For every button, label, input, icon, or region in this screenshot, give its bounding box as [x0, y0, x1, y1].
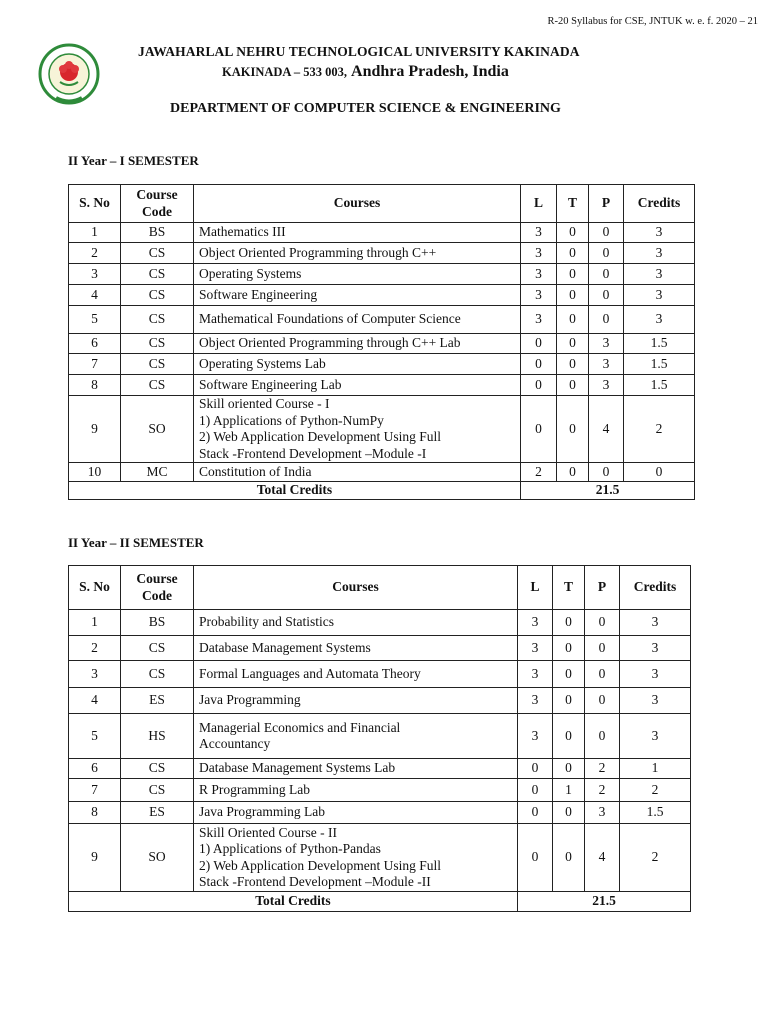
cell-course — [194, 354, 521, 375]
cell-course — [194, 334, 521, 354]
cell-p: 0 — [589, 264, 624, 285]
cell-l: 0 — [521, 375, 557, 396]
col-courses: Courses — [194, 185, 521, 223]
cell-sno: 5 — [69, 306, 121, 334]
cell-course — [194, 824, 518, 892]
table-row — [69, 264, 695, 285]
table-row — [69, 243, 695, 264]
course-line: Software Engineering — [199, 286, 318, 302]
course-line: Mathematical Foundations of Computer Science — [199, 311, 461, 327]
cell-course — [194, 396, 521, 463]
cell-t: 0 — [553, 759, 585, 779]
cell-credits: 3 — [624, 243, 695, 264]
department-title: DEPARTMENT OF COMPUTER SCIENCE & ENGINEERING — [170, 101, 561, 116]
cell-credits: 1.5 — [624, 375, 695, 396]
cell-credits: 0 — [624, 463, 695, 482]
cell-t: 0 — [557, 243, 589, 264]
course-line: Operating Systems — [199, 265, 302, 281]
table-row — [69, 802, 691, 824]
table-row — [69, 824, 691, 892]
cell-course-code: HS — [121, 714, 194, 759]
cell-credits: 3 — [620, 714, 691, 759]
semester1-table — [68, 184, 695, 500]
university-name: JAWAHARLAL NEHRU TECHNOLOGICAL UNIVERSITY KAKINADA — [138, 44, 580, 59]
cell-course — [194, 223, 521, 243]
course-line: Database Management Systems Lab — [199, 760, 396, 776]
cell-credits: 3 — [620, 688, 691, 714]
cell-t: 0 — [557, 306, 589, 334]
cell-t: 0 — [553, 688, 585, 714]
cell-course-code: CS — [121, 375, 194, 396]
cell-sno: 9 — [69, 824, 121, 892]
cell-credits: 2 — [620, 779, 691, 802]
table-row — [69, 688, 691, 714]
cell-p: 0 — [589, 306, 624, 334]
cell-course — [194, 610, 518, 636]
cell-credits: 3 — [624, 223, 695, 243]
col-course-code: Course Code — [121, 185, 194, 223]
col-sno: S. No — [69, 185, 121, 223]
table-row — [69, 759, 691, 779]
cell-p: 3 — [589, 334, 624, 354]
cell-l: 0 — [518, 759, 553, 779]
cell-course-code: CS — [121, 354, 194, 375]
cell-sno: 3 — [69, 661, 121, 688]
cell-course — [194, 375, 521, 396]
cell-t: 1 — [553, 779, 585, 802]
cell-course-code: ES — [121, 802, 194, 824]
cell-credits: 3 — [620, 610, 691, 636]
course-line: Stack -Frontend Development –Module -I — [199, 445, 427, 461]
cell-course — [194, 243, 521, 264]
cell-p: 3 — [585, 802, 620, 824]
semester1-rows — [69, 223, 695, 482]
cell-t: 0 — [553, 661, 585, 688]
cell-sno: 2 — [69, 243, 121, 264]
cell-course — [194, 802, 518, 824]
cell-l: 3 — [518, 688, 553, 714]
cell-sno: 1 — [69, 223, 121, 243]
table-row — [69, 223, 695, 243]
col-l: L — [518, 566, 553, 610]
cell-p: 2 — [585, 779, 620, 802]
table-header-row — [69, 566, 691, 610]
col-p: P — [589, 185, 624, 223]
cell-p: 0 — [585, 610, 620, 636]
cell-course-code: CS — [121, 334, 194, 354]
cell-l: 0 — [521, 354, 557, 375]
cell-p: 4 — [585, 824, 620, 892]
course-line: Formal Languages and Automata Theory — [199, 665, 421, 681]
cell-t: 0 — [557, 375, 589, 396]
cell-course-code: CS — [121, 264, 194, 285]
cell-course-code: SO — [121, 824, 194, 892]
cell-sno: 4 — [69, 688, 121, 714]
table-row — [69, 779, 691, 802]
cell-t: 0 — [553, 610, 585, 636]
table-row — [69, 610, 691, 636]
cell-t: 0 — [553, 824, 585, 892]
total-credits-label: Total Credits — [69, 482, 521, 500]
course-line: Database Management Systems — [199, 639, 371, 655]
cell-course — [194, 264, 521, 285]
semester2-table — [68, 565, 691, 912]
cell-sno: 2 — [69, 636, 121, 661]
cell-t: 0 — [553, 714, 585, 759]
cell-l: 0 — [518, 824, 553, 892]
table-row — [69, 396, 695, 463]
cell-credits: 2 — [624, 396, 695, 463]
cell-t: 0 — [553, 802, 585, 824]
cell-sno: 4 — [69, 285, 121, 306]
table-row — [69, 285, 695, 306]
cell-l: 3 — [518, 714, 553, 759]
cell-p: 0 — [589, 463, 624, 482]
course-line: R Programming Lab — [199, 781, 310, 797]
university-address — [222, 63, 509, 81]
course-line: Java Programming Lab — [199, 804, 325, 820]
cell-credits: 3 — [624, 285, 695, 306]
cell-sno: 1 — [69, 610, 121, 636]
col-t: T — [557, 185, 589, 223]
cell-credits: 2 — [620, 824, 691, 892]
course-line: 1) Applications of Python-Pandas — [199, 841, 381, 856]
cell-course-code: SO — [121, 396, 194, 463]
course-line: Mathematics III — [199, 224, 286, 240]
cell-sno: 6 — [69, 759, 121, 779]
cell-l: 3 — [518, 661, 553, 688]
table-row — [69, 661, 691, 688]
col-credits: Credits — [624, 185, 695, 223]
cell-p: 0 — [589, 285, 624, 306]
table-row — [69, 375, 695, 396]
cell-l: 0 — [518, 802, 553, 824]
total-row — [69, 482, 695, 500]
cell-l: 3 — [521, 264, 557, 285]
cell-credits: 3 — [620, 661, 691, 688]
cell-l: 2 — [521, 463, 557, 482]
cell-course — [194, 285, 521, 306]
cell-l: 3 — [518, 610, 553, 636]
cell-course — [194, 714, 518, 759]
col-course-code: Course Code — [121, 566, 194, 610]
total-row — [69, 892, 691, 912]
cell-p: 0 — [585, 714, 620, 759]
cell-t: 0 — [557, 285, 589, 306]
course-line: Operating Systems Lab — [199, 355, 326, 371]
cell-l: 0 — [521, 334, 557, 354]
cell-t: 0 — [557, 463, 589, 482]
cell-l: 3 — [521, 285, 557, 306]
cell-l: 3 — [518, 636, 553, 661]
cell-course — [194, 306, 521, 334]
cell-course-code: CS — [121, 636, 194, 661]
cell-t: 0 — [557, 334, 589, 354]
university-logo — [38, 42, 100, 108]
course-line: Skill Oriented Course - II — [199, 824, 337, 840]
total-credits-label: Total Credits — [69, 892, 518, 912]
semester2-title: II Year – II SEMESTER — [68, 535, 204, 550]
cell-course-code: CS — [121, 661, 194, 688]
course-line: Stack -Frontend Development –Module -II — [199, 874, 431, 889]
cell-sno: 5 — [69, 714, 121, 759]
table-row — [69, 354, 695, 375]
cell-course — [194, 636, 518, 661]
cell-t: 0 — [557, 264, 589, 285]
cell-course-code: CS — [121, 779, 194, 802]
cell-course-code: CS — [121, 285, 194, 306]
cell-course — [194, 661, 518, 688]
table-header-row — [69, 185, 695, 223]
col-t: T — [553, 566, 585, 610]
cell-course — [194, 759, 518, 779]
table-row — [69, 636, 691, 661]
table-row — [69, 306, 695, 334]
course-line: 1) Applications of Python-NumPy — [199, 412, 384, 428]
cell-t: 0 — [557, 354, 589, 375]
col-sno: S. No — [69, 566, 121, 610]
table-row — [69, 463, 695, 482]
course-line: Java Programming — [199, 692, 301, 708]
cell-t: 0 — [553, 636, 585, 661]
cell-credits: 3 — [624, 306, 695, 334]
cell-sno: 8 — [69, 375, 121, 396]
cell-sno: 6 — [69, 334, 121, 354]
cell-course-code: CS — [121, 759, 194, 779]
cell-course — [194, 688, 518, 714]
cell-l: 0 — [518, 779, 553, 802]
cell-course-code: CS — [121, 243, 194, 264]
course-line: Software Engineering Lab — [199, 376, 342, 392]
cell-course-code: ES — [121, 688, 194, 714]
cell-l: 3 — [521, 223, 557, 243]
cell-l: 3 — [521, 306, 557, 334]
total-credits-value: 21.5 — [521, 482, 695, 500]
cell-sno: 7 — [69, 779, 121, 802]
course-line: 2) Web Application Development Using Full — [199, 429, 442, 444]
course-line: Probability and Statistics — [199, 614, 334, 630]
cell-sno: 9 — [69, 396, 121, 463]
course-line: Constitution of India — [199, 463, 312, 479]
cell-p: 0 — [585, 636, 620, 661]
total-credits-value: 21.5 — [518, 892, 691, 912]
cell-course-code: BS — [121, 610, 194, 636]
page-header-text: R-20 Syllabus for CSE, JNTUK w. e. f. 2020 – 21 — [547, 16, 758, 27]
cell-course-code: BS — [121, 223, 194, 243]
cell-t: 0 — [557, 223, 589, 243]
cell-l: 3 — [521, 243, 557, 264]
cell-sno: 10 — [69, 463, 121, 482]
cell-p: 0 — [585, 661, 620, 688]
cell-course-code: CS — [121, 306, 194, 334]
col-credits: Credits — [620, 566, 691, 610]
cell-course — [194, 463, 521, 482]
course-line: Object Oriented Programming through C++ — [199, 244, 437, 260]
cell-course-code: MC — [121, 463, 194, 482]
course-line: Managerial Economics and Financial — [199, 719, 401, 735]
cell-p: 0 — [589, 243, 624, 264]
cell-p: 2 — [585, 759, 620, 779]
cell-sno: 8 — [69, 802, 121, 824]
col-l: L — [521, 185, 557, 223]
cell-l: 0 — [521, 396, 557, 463]
cell-t: 0 — [557, 396, 589, 463]
cell-p: 0 — [589, 223, 624, 243]
semester2-rows — [69, 610, 691, 892]
table-row — [69, 714, 691, 759]
col-courses: Courses — [194, 566, 518, 610]
cell-credits: 3 — [624, 264, 695, 285]
course-line: Accountancy — [199, 736, 271, 751]
cell-credits: 1.5 — [624, 354, 695, 375]
cell-sno: 3 — [69, 264, 121, 285]
course-line: Skill oriented Course - I — [199, 396, 330, 411]
cell-p: 4 — [589, 396, 624, 463]
cell-sno: 7 — [69, 354, 121, 375]
cell-credits: 1.5 — [620, 802, 691, 824]
course-line: Object Oriented Programming through C++ Lab — [199, 335, 461, 351]
cell-p: 3 — [589, 375, 624, 396]
cell-credits: 1.5 — [624, 334, 695, 354]
cell-credits: 3 — [620, 636, 691, 661]
university-city: KAKINADA – 533 003, — [222, 65, 348, 79]
cell-p: 3 — [589, 354, 624, 375]
cell-course — [194, 779, 518, 802]
col-p: P — [585, 566, 620, 610]
course-line: 2) Web Application Development Using Full — [199, 857, 442, 873]
semester1-title: II Year – I SEMESTER — [68, 153, 199, 168]
university-state: Andhra Pradesh, India — [351, 63, 509, 80]
cell-p: 0 — [585, 688, 620, 714]
table-row — [69, 334, 695, 354]
cell-credits: 1 — [620, 759, 691, 779]
